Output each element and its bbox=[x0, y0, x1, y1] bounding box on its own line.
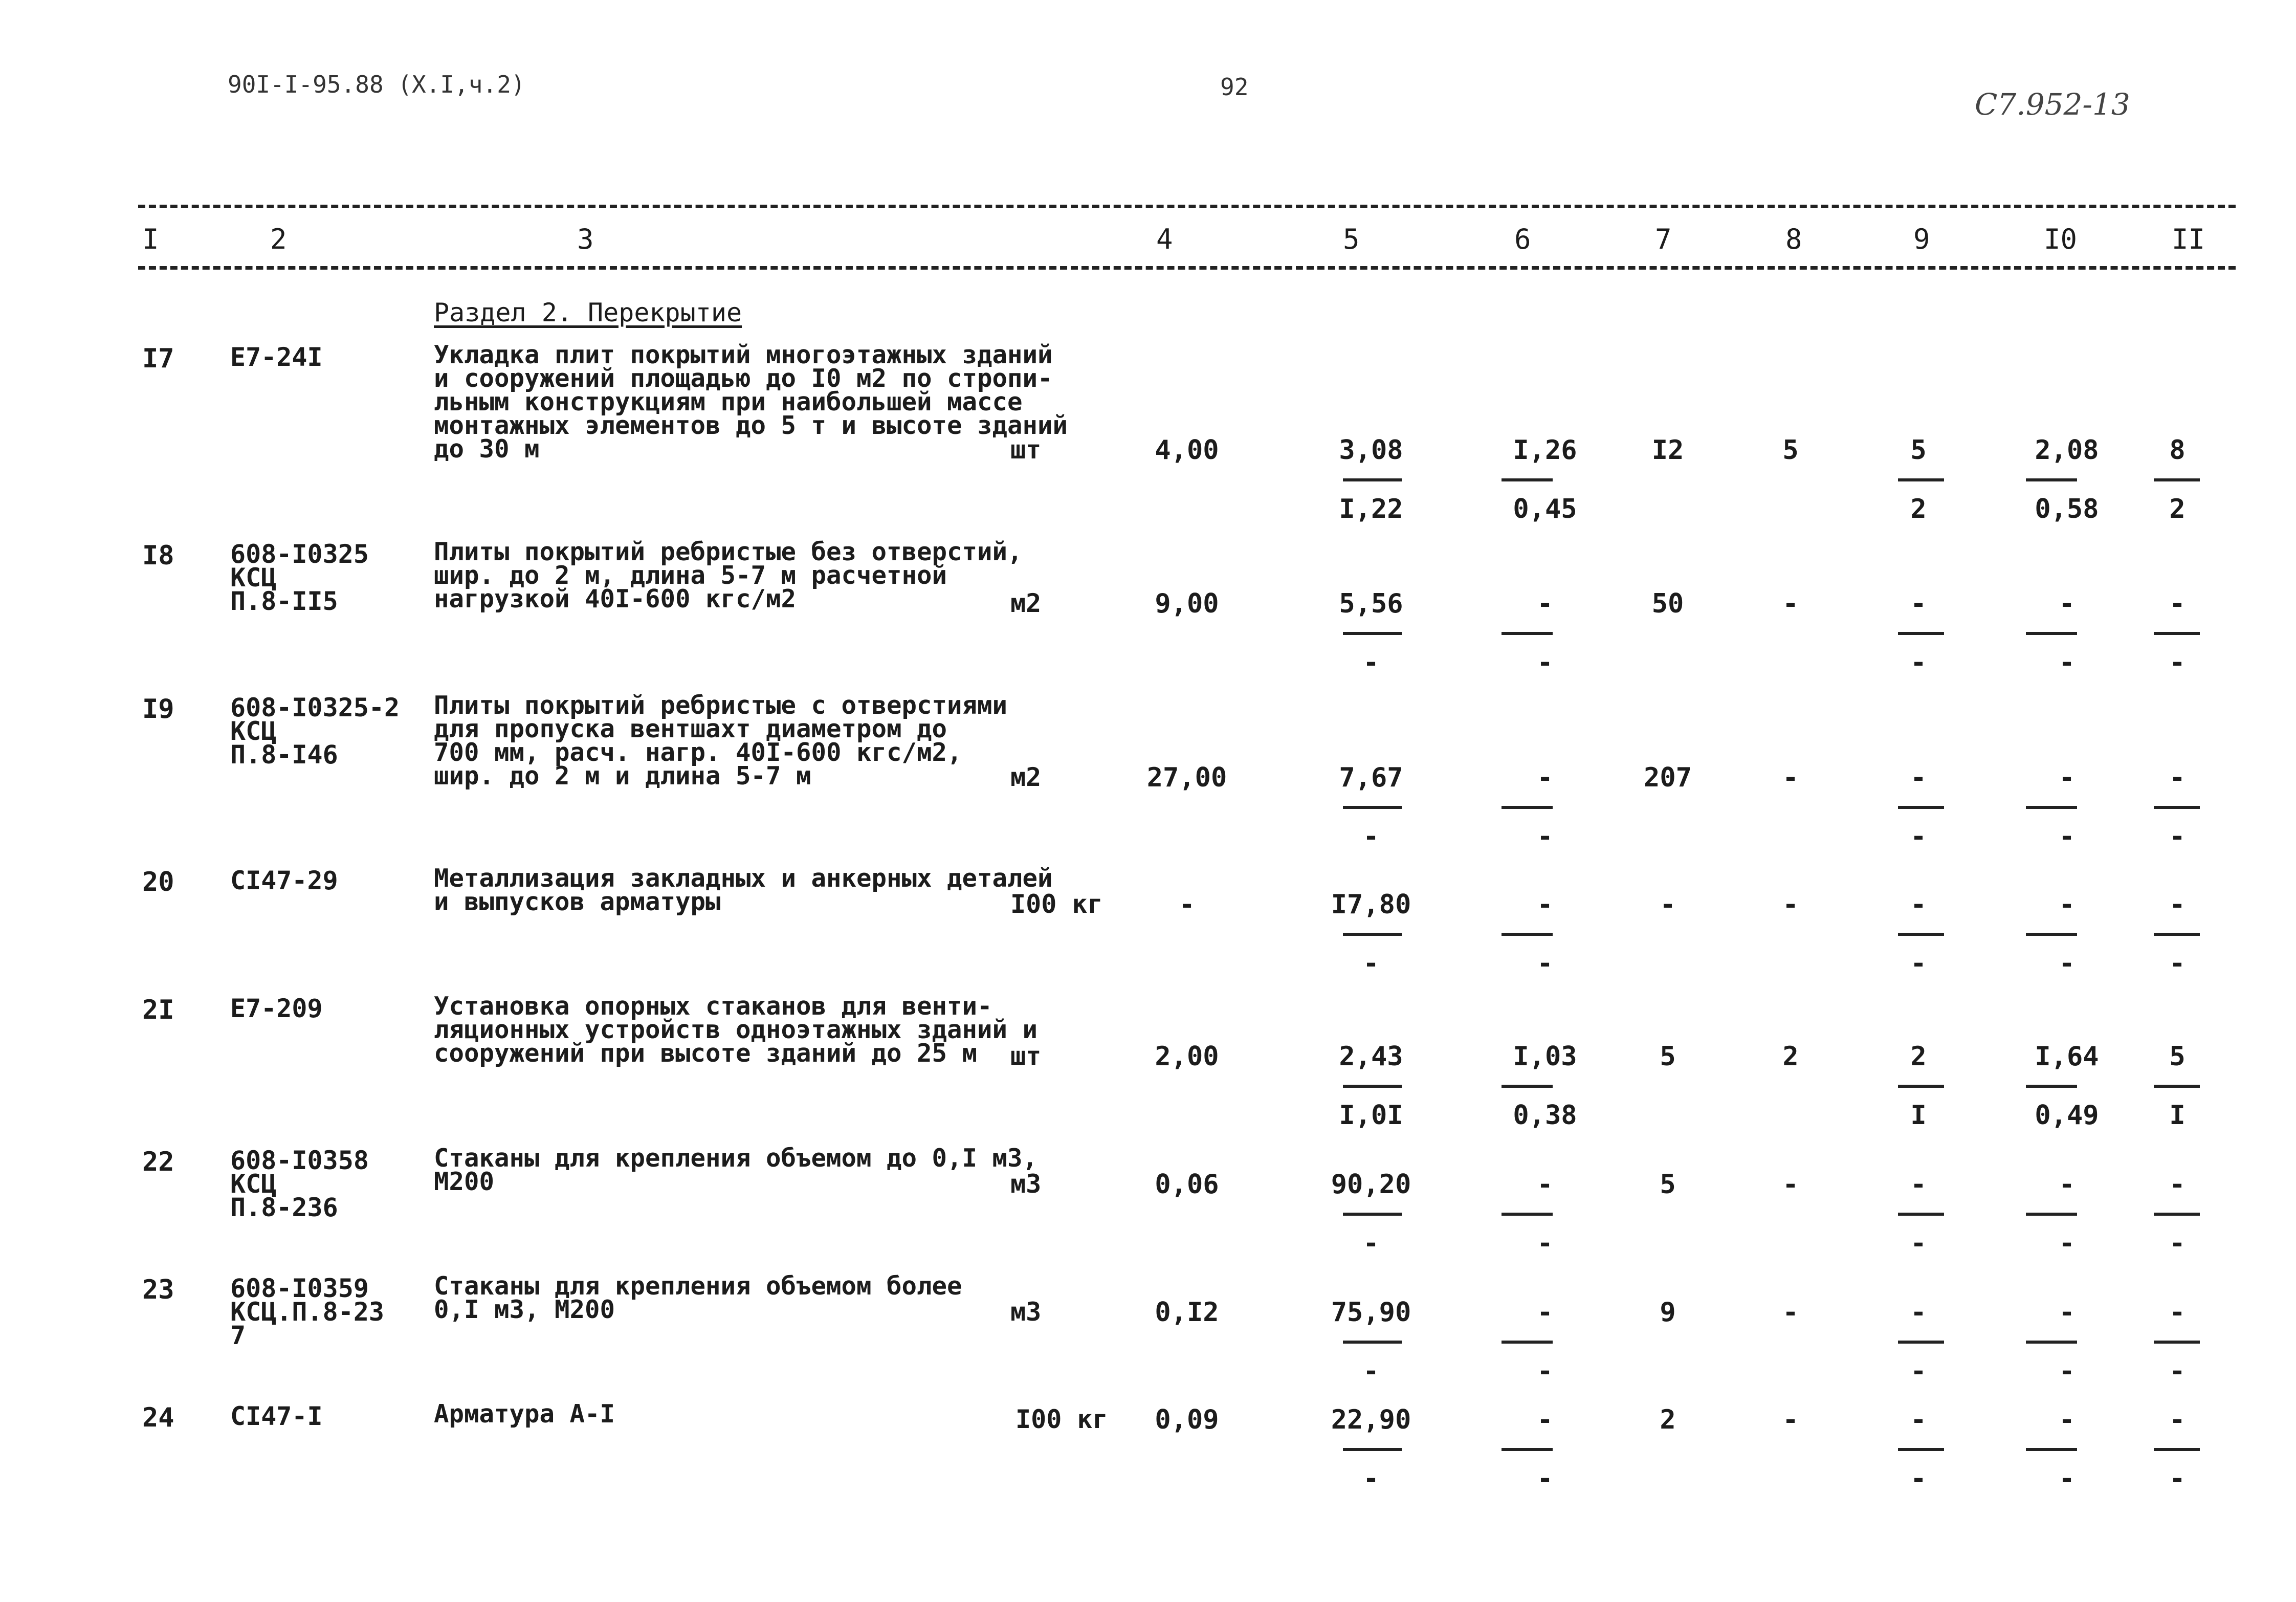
rate-code: 608-I0325 КСЦ П.8-II5 bbox=[230, 539, 369, 616]
col9-value: 2 bbox=[1910, 1041, 1927, 1072]
header-top-rule bbox=[138, 205, 2236, 208]
col11-fraction-bar bbox=[2154, 1213, 2200, 1216]
col11-sub-value: 2 bbox=[2169, 494, 2185, 524]
col6-sub-value: - bbox=[1537, 1228, 1553, 1259]
col9-sub-value: - bbox=[1910, 821, 1927, 852]
col8-value: - bbox=[1782, 889, 1799, 920]
col6-value: - bbox=[1537, 1405, 1553, 1435]
col11-value: - bbox=[2169, 1297, 2185, 1328]
col6-sub-value: 0,45 bbox=[1513, 494, 1577, 524]
column-header: 6 bbox=[1514, 223, 1531, 255]
unit: м2 bbox=[1010, 762, 1042, 792]
row-number: 2I bbox=[142, 995, 174, 1025]
col5-fraction-bar bbox=[1343, 806, 1402, 809]
col6-fraction-bar bbox=[1502, 806, 1553, 809]
col10-sub-value: 0,49 bbox=[2035, 1100, 2099, 1131]
col5-value: 5,56 bbox=[1339, 588, 1403, 619]
col10-fraction-bar bbox=[2026, 933, 2077, 936]
col11-value: 8 bbox=[2169, 435, 2185, 466]
column-header: II bbox=[2172, 223, 2205, 255]
col10-value: I,64 bbox=[2035, 1041, 2099, 1072]
col11-value: - bbox=[2169, 1169, 2185, 1200]
col9-sub-value: - bbox=[1910, 1228, 1927, 1259]
quantity-value: 0,I2 bbox=[1155, 1297, 1219, 1328]
col10-sub-value: - bbox=[2059, 1463, 2075, 1494]
rate-code: 608-I0359 КСЦ.П.8-23 7 bbox=[230, 1274, 385, 1350]
row-number: 23 bbox=[142, 1275, 174, 1305]
quantity-value: - bbox=[1179, 889, 1195, 920]
col6-fraction-bar bbox=[1502, 933, 1553, 936]
col9-value: - bbox=[1910, 889, 1927, 920]
rate-code: E7-24I bbox=[230, 342, 323, 372]
unit: шт bbox=[1010, 435, 1042, 465]
col10-value: - bbox=[2059, 1169, 2075, 1200]
col5-value: 7,67 bbox=[1339, 762, 1403, 793]
col5-sub-value: I,0I bbox=[1339, 1100, 1403, 1131]
col6-sub-value: 0,38 bbox=[1513, 1100, 1577, 1131]
col8-value: - bbox=[1782, 1169, 1799, 1200]
col9-sub-value: - bbox=[1910, 647, 1927, 678]
col9-fraction-bar bbox=[1898, 1085, 1944, 1088]
col10-sub-value: - bbox=[2059, 948, 2075, 979]
row-number: 20 bbox=[142, 867, 174, 897]
col6-fraction-bar bbox=[1502, 632, 1553, 635]
work-description: Стаканы для крепления объемом более 0,I м3, М200 bbox=[434, 1271, 962, 1324]
col10-sub-value: - bbox=[2059, 1356, 2075, 1387]
column-header: 8 bbox=[1785, 223, 1802, 255]
column-header: I bbox=[142, 223, 159, 255]
col5-fraction-bar bbox=[1343, 1085, 1402, 1088]
row-number: I8 bbox=[142, 540, 174, 571]
quantity-value: 0,06 bbox=[1155, 1169, 1219, 1200]
col11-fraction-bar bbox=[2154, 478, 2200, 481]
col9-fraction-bar bbox=[1898, 1213, 1944, 1216]
col10-fraction-bar bbox=[2026, 1085, 2077, 1088]
archive-stamp: С7.952-13 bbox=[1975, 87, 2130, 122]
col5-value: 3,08 bbox=[1339, 435, 1403, 466]
col10-sub-value: - bbox=[2059, 821, 2075, 852]
rate-code: E7-209 bbox=[230, 994, 323, 1023]
col9-fraction-bar bbox=[1898, 1341, 1944, 1344]
col6-sub-value: - bbox=[1537, 948, 1553, 979]
col6-sub-value: - bbox=[1537, 1356, 1553, 1387]
col10-value: - bbox=[2059, 588, 2075, 619]
col6-value: I,26 bbox=[1513, 435, 1577, 466]
column-header: 3 bbox=[577, 223, 594, 255]
col6-sub-value: - bbox=[1537, 821, 1553, 852]
col11-fraction-bar bbox=[2154, 1085, 2200, 1088]
column-header: 2 bbox=[270, 223, 287, 255]
col6-value: - bbox=[1537, 762, 1553, 793]
col10-sub-value: - bbox=[2059, 647, 2075, 678]
col5-value: 75,90 bbox=[1331, 1297, 1411, 1328]
col10-value: - bbox=[2059, 889, 2075, 920]
col5-sub-value: - bbox=[1363, 948, 1379, 979]
col7-value: 5 bbox=[1660, 1041, 1676, 1072]
col8-value: - bbox=[1782, 588, 1799, 619]
col6-fraction-bar bbox=[1502, 478, 1553, 481]
col5-fraction-bar bbox=[1343, 933, 1402, 936]
rate-code: CI47-29 bbox=[230, 866, 338, 895]
col5-sub-value: - bbox=[1363, 821, 1379, 852]
col9-sub-value: - bbox=[1910, 948, 1927, 979]
col8-value: 2 bbox=[1782, 1041, 1799, 1072]
quantity-value: 4,00 bbox=[1155, 435, 1219, 466]
col10-fraction-bar bbox=[2026, 1213, 2077, 1216]
column-header: I0 bbox=[2044, 223, 2078, 255]
col11-value: 5 bbox=[2169, 1041, 2185, 1072]
col7-value: 207 bbox=[1644, 762, 1692, 793]
col10-value: - bbox=[2059, 762, 2075, 793]
header-bottom-rule bbox=[138, 266, 2236, 270]
col5-fraction-bar bbox=[1343, 1341, 1402, 1344]
col5-sub-value: - bbox=[1363, 1356, 1379, 1387]
quantity-value: 9,00 bbox=[1155, 588, 1219, 619]
col6-sub-value: - bbox=[1537, 1463, 1553, 1494]
col5-fraction-bar bbox=[1343, 1213, 1402, 1216]
col11-sub-value: - bbox=[2169, 647, 2185, 678]
col10-fraction-bar bbox=[2026, 1448, 2077, 1451]
col9-sub-value: - bbox=[1910, 1463, 1927, 1494]
col5-value: 2,43 bbox=[1339, 1041, 1403, 1072]
col8-value: - bbox=[1782, 1405, 1799, 1435]
col10-fraction-bar bbox=[2026, 632, 2077, 635]
row-number: I7 bbox=[142, 343, 174, 374]
column-header: 4 bbox=[1156, 223, 1173, 255]
col11-fraction-bar bbox=[2154, 1448, 2200, 1451]
col5-value: I7,80 bbox=[1331, 889, 1411, 920]
col8-value: 5 bbox=[1782, 435, 1799, 466]
col9-value: 5 bbox=[1910, 435, 1927, 466]
col5-sub-value: - bbox=[1363, 647, 1379, 678]
row-number: 24 bbox=[142, 1402, 174, 1433]
column-header: 5 bbox=[1343, 223, 1360, 255]
quantity-value: 27,00 bbox=[1146, 762, 1227, 793]
col9-sub-value: 2 bbox=[1910, 494, 1927, 524]
unit: м3 bbox=[1010, 1169, 1042, 1199]
col9-value: - bbox=[1910, 1169, 1927, 1200]
col9-value: - bbox=[1910, 1405, 1927, 1435]
work-description: Плиты покрытий ребристые с отверстиями для пропуска вентшахт диаметром до 700 мм, расч. нагр. 40I-600 кгс/м2, шир. до 2 м и длина 5-7 м bbox=[434, 691, 1008, 791]
col11-value: - bbox=[2169, 1405, 2185, 1435]
col7-value: 50 bbox=[1651, 588, 1684, 619]
col10-fraction-bar bbox=[2026, 478, 2077, 481]
col5-fraction-bar bbox=[1343, 478, 1402, 481]
col11-sub-value: - bbox=[2169, 1356, 2185, 1387]
col9-fraction-bar bbox=[1898, 1448, 1944, 1451]
work-description: Установка опорных стаканов для венти- ляционных устройств одноэтажных зданий и сооружений при высоте зданий до 25 м bbox=[434, 992, 1038, 1068]
col5-fraction-bar bbox=[1343, 632, 1402, 635]
col7-value: 2 bbox=[1660, 1405, 1676, 1435]
col10-sub-value: 0,58 bbox=[2035, 494, 2099, 524]
work-description: Арматура А-I bbox=[434, 1399, 615, 1429]
col11-fraction-bar bbox=[2154, 806, 2200, 809]
col8-value: - bbox=[1782, 1297, 1799, 1328]
quantity-value: 0,09 bbox=[1155, 1405, 1219, 1435]
col9-fraction-bar bbox=[1898, 478, 1944, 481]
col11-value: - bbox=[2169, 762, 2185, 793]
col10-sub-value: - bbox=[2059, 1228, 2075, 1259]
work-description: Плиты покрытий ребристые без отверстий, шир. до 2 м, длина 5-7 м расчетной нагрузкой 40I-600 кгс/м2 bbox=[434, 537, 1023, 613]
unit: м2 bbox=[1010, 588, 1042, 618]
col7-value: 9 bbox=[1660, 1297, 1676, 1328]
col6-value: - bbox=[1537, 588, 1553, 619]
work-description: Стаканы для крепления объемом до 0,I м3, М200 bbox=[434, 1144, 1038, 1196]
col6-sub-value: - bbox=[1537, 647, 1553, 678]
rate-code: 608-I0325-2 КСЦ П.8-I46 bbox=[230, 693, 400, 770]
row-number: I9 bbox=[142, 694, 174, 725]
row-number: 22 bbox=[142, 1147, 174, 1177]
col6-fraction-bar bbox=[1502, 1085, 1553, 1088]
col6-value: I,03 bbox=[1513, 1041, 1577, 1072]
col6-value: - bbox=[1537, 889, 1553, 920]
unit: м3 bbox=[1010, 1297, 1042, 1327]
col10-value: - bbox=[2059, 1405, 2075, 1435]
col9-value: - bbox=[1910, 588, 1927, 619]
col11-sub-value: - bbox=[2169, 948, 2185, 979]
col6-value: - bbox=[1537, 1297, 1553, 1328]
col11-sub-value: - bbox=[2169, 821, 2185, 852]
unit: I00 кг bbox=[1015, 1405, 1108, 1434]
col5-sub-value: I,22 bbox=[1339, 494, 1403, 524]
col7-value: I2 bbox=[1651, 435, 1684, 466]
col11-sub-value: - bbox=[2169, 1463, 2185, 1494]
col9-fraction-bar bbox=[1898, 933, 1944, 936]
section-title: Раздел 2. Перекрытие bbox=[434, 298, 742, 327]
col11-sub-value: - bbox=[2169, 1228, 2185, 1259]
col10-fraction-bar bbox=[2026, 1341, 2077, 1344]
col9-fraction-bar bbox=[1898, 632, 1944, 635]
col8-value: - bbox=[1782, 762, 1799, 793]
col11-fraction-bar bbox=[2154, 632, 2200, 635]
col11-fraction-bar bbox=[2154, 1341, 2200, 1344]
col11-fraction-bar bbox=[2154, 933, 2200, 936]
col7-value: 5 bbox=[1660, 1169, 1676, 1200]
col9-fraction-bar bbox=[1898, 806, 1944, 809]
col5-value: 22,90 bbox=[1331, 1405, 1411, 1435]
column-header: 7 bbox=[1655, 223, 1672, 255]
work-description: Укладка плит покрытий многоэтажных зданий и сооружений площадью до I0 м2 по стропи- льным конструкциям при наибольшей массе монтажных элементов до 5 т и высоте зданий до 30 м bbox=[434, 340, 1068, 464]
col6-value: - bbox=[1537, 1169, 1553, 1200]
col7-value: - bbox=[1660, 889, 1676, 920]
unit: шт bbox=[1010, 1041, 1042, 1071]
col6-fraction-bar bbox=[1502, 1341, 1553, 1344]
col9-value: - bbox=[1910, 762, 1927, 793]
rate-code: CI47-I bbox=[230, 1401, 323, 1431]
col10-fraction-bar bbox=[2026, 806, 2077, 809]
col5-fraction-bar bbox=[1343, 1448, 1402, 1451]
col9-value: - bbox=[1910, 1297, 1927, 1328]
col6-fraction-bar bbox=[1502, 1448, 1553, 1451]
col11-value: - bbox=[2169, 588, 2185, 619]
quantity-value: 2,00 bbox=[1155, 1041, 1219, 1072]
page-number: 92 bbox=[1220, 73, 1249, 101]
unit: I00 кг bbox=[1010, 889, 1103, 919]
rate-code: 608-I0358 КСЦ П.8-236 bbox=[230, 1146, 369, 1222]
col5-value: 90,20 bbox=[1331, 1169, 1411, 1200]
col6-fraction-bar bbox=[1502, 1213, 1553, 1216]
work-description: Металлизация закладных и анкерных деталей и выпусков арматуры bbox=[434, 864, 1053, 916]
col11-sub-value: I bbox=[2169, 1100, 2185, 1131]
col9-sub-value: I bbox=[1910, 1100, 1927, 1131]
col10-value: - bbox=[2059, 1297, 2075, 1328]
col5-sub-value: - bbox=[1363, 1463, 1379, 1494]
document-code: 90I-I-95.88 (X.I,ч.2) bbox=[228, 71, 525, 98]
col11-value: - bbox=[2169, 889, 2185, 920]
col5-sub-value: - bbox=[1363, 1228, 1379, 1259]
column-header: 9 bbox=[1913, 223, 1930, 255]
col10-value: 2,08 bbox=[2035, 435, 2099, 466]
col9-sub-value: - bbox=[1910, 1356, 1927, 1387]
